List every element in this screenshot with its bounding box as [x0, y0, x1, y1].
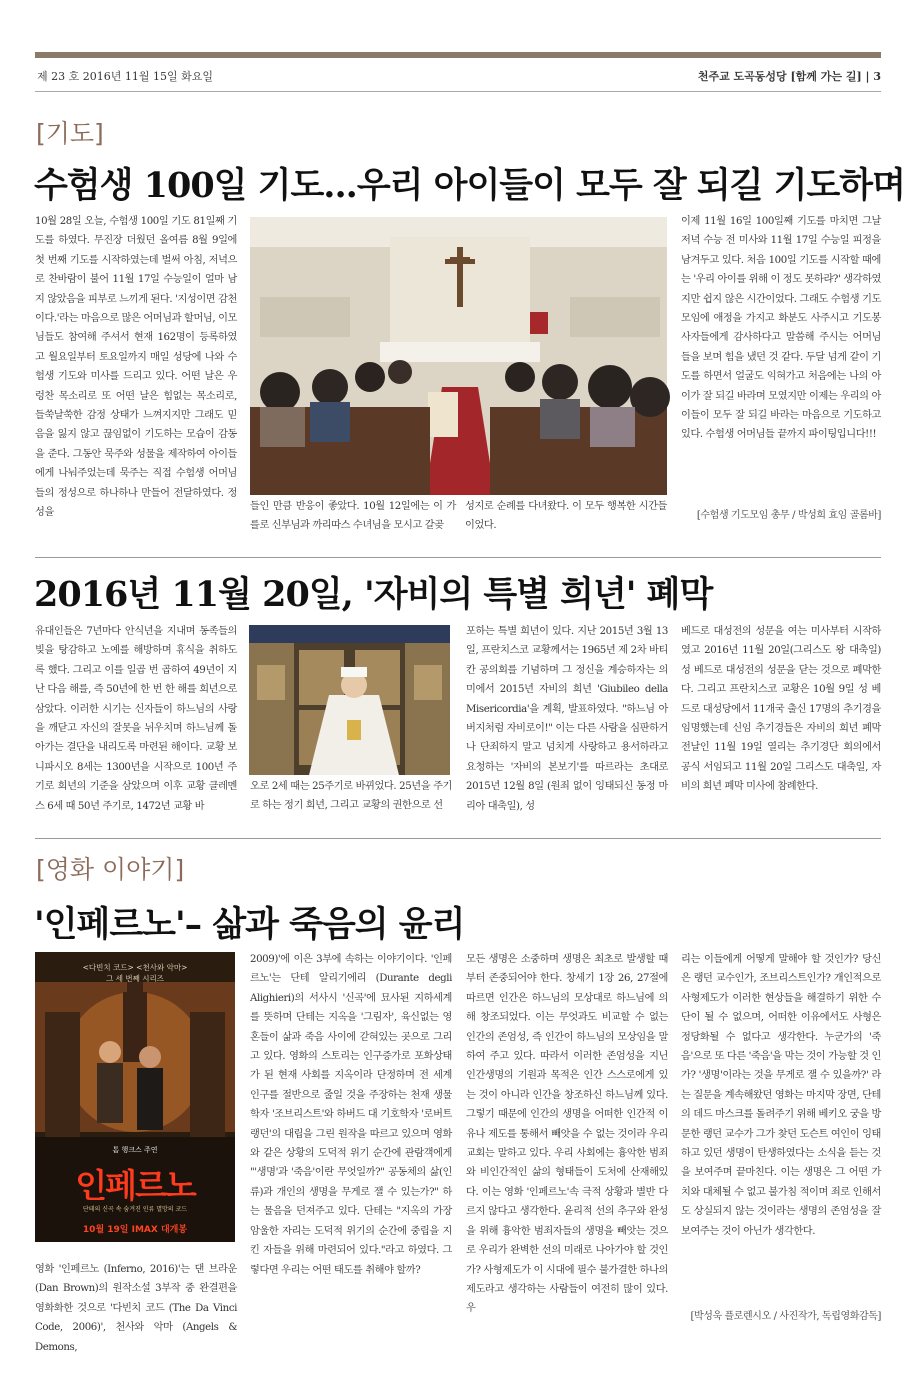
- poster-release-date: 10월 19일 IMAX 대개봉: [82, 1225, 188, 1235]
- holy-door-illustration: [249, 625, 450, 775]
- article2-col2: 오로 2세 때는 25주기로 바뀌었다. 25년을 주기로 하는 정기 희년, 그리고 교황의 권한으로 선: [250, 781, 452, 812]
- article3-credit: [박성욱 플로렌시오 / 사진작가, 독립영화감독]: [690, 1311, 881, 1322]
- article1-divider: [35, 557, 881, 558]
- top-rule: [35, 52, 881, 58]
- article2-divider: [35, 838, 881, 839]
- poster-cast: 톰 행크스 주연: [112, 1146, 158, 1154]
- article1-col3: 성지로 순례를 다녀왔다. 이 모두 행복한 시간들이었다.: [465, 501, 667, 532]
- article1-title: 수험생 100일 기도...우리 아이들이 모두 잘 되길 기도하며: [34, 165, 905, 206]
- section-label-prayer: [기도]: [36, 119, 104, 148]
- article2-col1: 유대인들은 7년마다 안식년을 지내며 동족들의 빚을 탕감하고 노예를 해방하며 휴식을 취하도록 했다. 그리고 이를 일곱 번 곱하여 49년이 지난 다음 해를, 즉 50년에 한 번 한 해를 희년으로 삼았다. 이러한 시기는 신자들이 하느님의 사랑을 깨닫고 자신의 잘못을 뉘우치며 하느님께 돌아가는 결단을 내리도록 마련된 해이다. 교황 보니파시오 8세는 1300년을 시작으로 100년 주기로 희년의 기준을 삼았으며 이후 교황 클레멘스 6세 때 50년 주기로, 1472년 교황 바: [35, 626, 237, 812]
- poster-tagline: 단테의 신곡 속 숨겨진 인류 멸망의 코드: [82, 1206, 188, 1213]
- inferno-poster: [35, 952, 235, 1242]
- chapel-photo: [250, 217, 667, 495]
- article1-col4: 이제 11월 16일 100일째 기도를 마치면 그날 저녁 수능 전 미사와 11월 17일 수능일 피정을 남겨두고 있다. 처음 100일 기도를 시작할 때에는 '우리 아이를 위해 이 정도 못하랴?' 생각하였지만 쉽지 않은 시간이었다. 그래도 수험생 기도 모임에 애정을 가지고 화분도 사주시고 기도봉사자들에게 감사하다고 말씀해 주시는 어머님들을 보며 힘을 냈던 것 같다. 두달 넘게 같이 기도를 하면서 얼굴도 익혀가고 처음에는 나의 아이가 잘 되길 바라며 모였지만 이제는 우리의 아이들이 모두 잘 되길 바라는 마음으로 기도하고 있다. 수험생 어머님들 끝까지 파이팅입니다!!!: [681, 216, 881, 441]
- article2-title: 2016년 11월 20일, '자비의 특별 희년' 폐막: [34, 574, 713, 615]
- article3-col2: 2009)'에 이은 3부에 속하는 이야기이다. '인페르노'는 단테 알리기에리 (Durante degli Alighieri)의 서사시 '신곡'에 묘사된 지하세계를 뜻하며 단테는 지옥을 '그림자', 육신없는 영혼들이 삶과 죽음 사이에 갇혀있는 곳으로 그리고 있다. 영화의 스토리는 인구증가로 포화상태가 된 현재 사회를 지옥이라 단정하며 전 세계 인구를 절반으로 줄일 것을 주장하는 천재 생물학자 '조브리스트'와 하버드 대 기호학자 '로버트 랭던'의 대립을 그린 원작을 따르고 있으며 영화와 같은 상황의 도덕적 위기 순간에 관람객에게 "'생명'과 '죽음'이란 무엇일까?" 공동체의 삶(인류)과 개인의 생명을 무게로 잴 수 있는가?" 하는 물음을 던져주고 있다. 단테는 "지옥의 가장 암울한 자리는 도덕적 위기의 순간에 중립을 지킨 자들을 위해 마련되어 있다."라고 하였다. 그렇다면 우리는 어떤 태도를 취해야 할까?: [250, 954, 452, 1276]
- poster-title: 인페르노: [75, 1166, 195, 1205]
- chapel-illustration: [250, 217, 667, 495]
- article3-col1: 영화 '인페르노 (Inferno, 2016)'는 댄 브라운 (Dan Brown)의 원작소설 3부작 중 완결편을 영화화한 것으로 '다빈치 코드 (The Da Vinci Code, 2006)', 천사와 악마 (Angels & Demons,: [35, 1264, 237, 1353]
- article3-title: '인페르노'– 삶과 죽음의 윤리: [34, 904, 465, 945]
- issue-date: 제 23 호 2016년 11월 15일 화요일: [37, 70, 213, 83]
- article2-col4: 베드로 대성전의 성문을 여는 미사부터 시작하였고 2016년 11월 20일(그리스도 왕 대축일) 성 베드로 대성전의 성문을 닫는 것으로 폐막한다. 그리고 프란치스코 교황은 10월 9일 성 베드로 대성당에서 11개국 출신 17명의 추기경을 임명했는데 신임 추기경들은 자비의 희년 폐막 전날인 11월 19일 열리는 추기경단 회의에서 공식 서임되고 11월 20일 그리스도 대축일, 자비의 희년 폐막 미사에 참례한다.: [681, 626, 881, 793]
- article3-col3: 모든 생명은 소중하며 생명은 최초로 발생할 때부터 존중되어야 한다. 창세기 1장 26, 27절에 따르면 인간은 하느님의 모상대로 하느님에 의해 창조되었다. 이는 무엇과도 비교할 수 없는 인간의 존엄성, 즉 인간이 하느님의 모상임을 말하여 주고 있다. 따라서 이러한 존엄성을 지닌 인간생명의 기원과 목적은 인간 스스로에게 있는 것이 아니라 인간을 창조하신 하느님께 있다. 그렇기 때문에 인간의 생명을 어떠한 인간적 이유나 제도를 통해서 빼앗을 수 없는 것이라 우리 교회는 말하고 있다. 우리 사회에는 흉악한 범죄와 비인간적인 삶의 형태들이 도처에 산재해있다. 이는 영화 '인페르노'속 극적 상황과 별반 다르지 않다고 생각한다. 윤리적 선의 추구와 완성을 위해 흉악한 범죄자들의 생명을 빼앗는 것으로 우리가 완벽한 선의 미래로 나아가야 할 것인가? 사형제도가 이 시대에 필수 불가결한 하나의 제도라고 생각하는 사람들이 여전히 많이 있다. 우: [466, 954, 668, 1315]
- holy-door-photo: [249, 625, 450, 775]
- poster-series-text: <다빈치 코드> <천사와 악마> 그 세 번째 시리즈: [82, 963, 188, 983]
- header-divider: [35, 91, 881, 92]
- article2-col3: 포하는 특별 희년이 있다. 지난 2015년 3월 13일, 프란치스코 교황께서는 1965년 제 2차 바티칸 공의회를 기념하며 그 정신을 계승하자는 의미에서 2015년 자비의 희년 'Giubileo della Misericordia'을 계획, 발표하였다. "하느님 아버지처럼 자비로이!" 이는 다른 사람을 심판하거나 단죄하지 말고 넘치게 사랑하고 용서하라고 요청하는 '자비의 본보기'를 따르라는 초대로 2015년 12월 8일 (원죄 없이 잉태되신 동정 마리아 대축일), 성: [466, 626, 668, 812]
- publisher-info: 천주교 도곡동성당 [함께 가는 길] | 3: [697, 70, 881, 83]
- section-label-movie: [영화 이야기]: [36, 855, 185, 884]
- article3-col4: 리는 이들에게 어떻게 말해야 할 것인가? 당신은 랭던 교수인가, 조브리스트인가? 개인적으로 사형제도가 이러한 현상들을 해결하기 위한 수단이 될 수 없으며, 어떠한 이유에서도 사형은 정당화될 수 없다고 생각한다. 누군가의 '죽음'으로 또 다른 '죽음'을 막는 것이 가능할 것 인가? '생명'이라는 것을 무게로 잴 수 있을까?' 라는 질문을 계속해왔던 영화는 마지막 장면, 단테의 데드 마스크를 돌려주기 위해 베키오 궁을 방문한 랭던 교수가 그가 찾던 도슨트 여인이 잉태하고 있던 생명이 탄생하였다는 소식을 듣는 것을 보여주며 끝마친다. 이는 생명은 그 어떤 가치와 대체될 수 없고 불가침 적이며 죄로 인해서도 상실되지 않는 것이라는 생명의 존엄성을 잘 보여주는 것이 아닌가 생각한다.: [681, 954, 881, 1237]
- article1-credit: [수험생 기도모임 총무 / 박성희 효임 골롬바]: [696, 510, 881, 521]
- article1-col1: 10월 28일 오늘, 수험생 100일 기도 81일째 기도를 하였다. 무진장 더웠던 올여름 8월 9일에 첫 번째 기도를 시작하였는데 벌써 아침, 저녁으로 찬바람이 불어 11월 17일 수능일이 얼마 남지 않았음을 피부로 느끼게 된다. '지성이면 감천이다.'라는 마음으로 많은 어머님과 할머님, 이모님들도 참여해 주셔서 현재 162명이 등록하였고 월요일부터 토요일까지 매일 성당에 나와 수험생 기도와 미사를 드리고 있다. 어떤 날은 우렁찬 목소리로 또 어떤 날은 힘없는 목소리로, 들쑥날쑥한 감정 상태가 느껴지지만 그래도 믿음을 잃지 않고 끊임없이 기도하는 모습이 감동을 준다. 그동안 묵주와 성물을 제작하여 아이들에게 나눠주었는데 묵주는 직접 수험생 어머님들의 정성으로 하나하나 만들어 전달하였다. 정성을: [35, 216, 237, 519]
- article1-col2: 들인 만큼 반응이 좋았다. 10월 12일에는 이 가를로 신부님과 까리따스 수녀님을 모시고 갈곶: [250, 501, 456, 532]
